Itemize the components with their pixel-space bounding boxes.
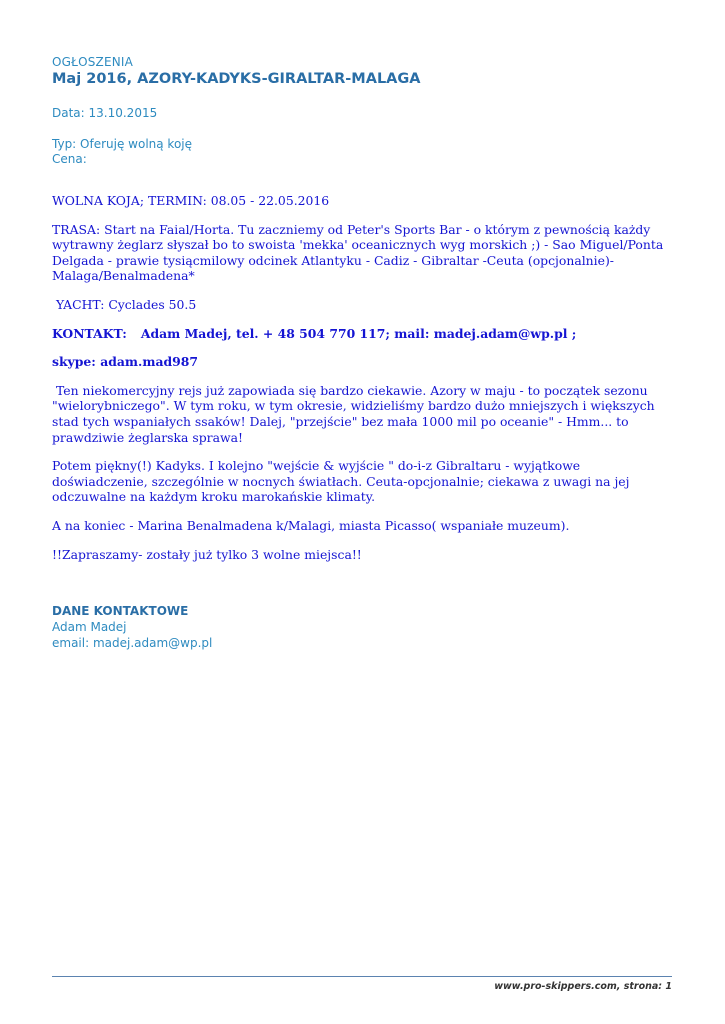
contact-details: [52, 603, 212, 651]
contact-value: Adam Madej, tel. + 48 504 770 117; mail: madej.adam@wp.pl ;: [140, 325, 577, 341]
free-berth-line: WOLNA KOJA; TERMIN: 08.05 - 22.05.2016: [52, 193, 330, 208]
date-field: Data: 13.10.2015: [52, 106, 158, 120]
contact-label: KONTAKT:: [52, 325, 127, 341]
section-label: OGŁOSZENIA: [52, 55, 134, 69]
contact-line: [52, 326, 677, 342]
type-field: Typ: Oferuję wolną koję: [52, 137, 193, 151]
footer-text: www.pro-skippers.com, strona: 1: [494, 981, 672, 992]
description-paragraph-4: !!Zapraszamy- zostały już tylko 3 wolne miejsca!!: [52, 546, 362, 562]
route-paragraph: TRASA: Start na Faial/Horta. Tu zaczniemy od Peter's Sports Bar - o którym z pewnością każdy wytrawny żeglarz słyszał bo to swoista 'mekka' oceanicznych wyg morskich ;) - Sao Miguel/Ponta Delgada - prawie tysiącmilowy odcinek Atlantyku - Cadiz - Gibraltar -Ceuta (opcjonalnie)-Malaga/Benalmadena*: [52, 221, 664, 284]
yacht-line: YACHT: Cyclades 50.5: [52, 296, 197, 312]
contact-email: email: madej.adam@wp.pl: [52, 636, 213, 650]
contact-name: Adam Madej: [52, 620, 127, 634]
description-paragraph-1: Ten niekomercyjny rejs już zapowiada się bardzo ciekawie. Azory w maju - to początek sezonu "wielorybniczego". W tym roku, w tym okresie, widzieliśmy bardzo dużo mniejszych i większych stad tych wspaniałych ssaków! Dalej, "przejście" bez mała 1000 mil po oceanie" - Hmm... to prawdziwie żeglarska sprawa!: [52, 382, 659, 445]
skype-line: skype: adam.mad987: [52, 354, 199, 370]
price-field: Cena:: [52, 152, 87, 166]
contact-details-heading: DANE KONTAKTOWE: [52, 604, 189, 618]
description-paragraph-2: Potem piękny(!) Kadyks. I kolejno "wejście & wyjście " do-i-z Gibraltaru - wyjątkowe doświadczenie, szczególnie w nocnych światłach. Ceuta-opcjonalnie; ciekawa z uwagi na jej odczuwalne na każdym kroku marokańskie klimaty.: [52, 458, 630, 505]
page-title: Maj 2016, AZORY-KADYKS-GIRALTAR-MALAGA: [52, 71, 421, 87]
description-paragraph-3: A na koniec - Marina Benalmadena k/Malagi, miasta Picasso( wspaniałe muzeum).: [52, 517, 570, 533]
announcement-body: [52, 193, 677, 575]
footer-divider: [52, 976, 672, 977]
